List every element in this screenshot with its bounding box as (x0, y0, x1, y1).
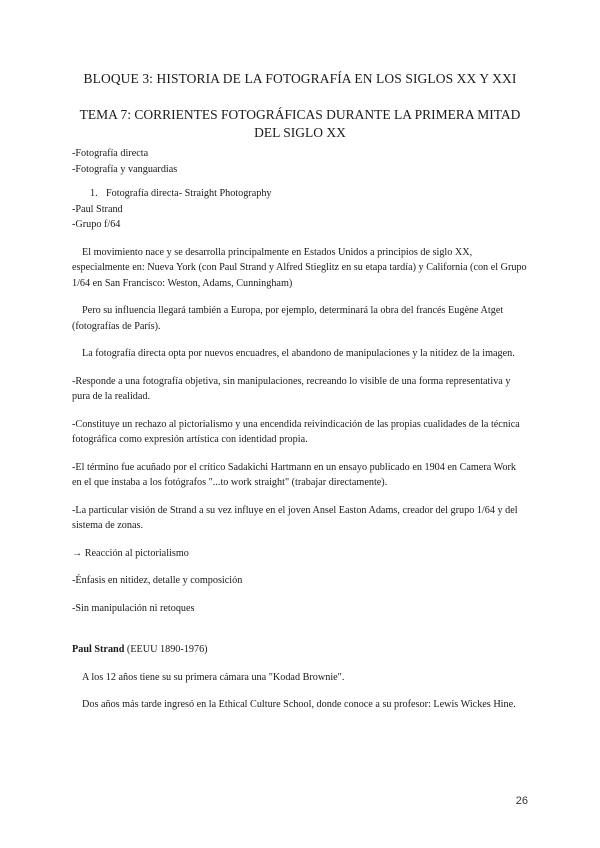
paragraph: -El término fue acuñado por el crítico Sadakichi Hartmann en un ensayo publicado en 1904 en Camera Work en el que instaba a los fotógrafos "...to work straight" (trabajar directamente). (72, 461, 516, 488)
strand-heading (72, 642, 528, 658)
section-title: Fotografía directa- Straight Photography (106, 188, 272, 199)
page-number: 26 (515, 795, 528, 807)
paragraph: El movimiento nace y se desarrolla principalmente en Estados Unidos a principios de siglo XX, especialmente en: Nueva York (con Paul Strand y Alfred Stieglitz en su etapa tardía) y California (con el Grupo 1/64 en San Francisco: Weston, Adams, Cunningham) (72, 246, 527, 289)
paragraph: -La particular visión de Strand a su vez influye en el joven Ansel Easton Adams, creador del grupo 1/64 y del sistema de zonas. (72, 504, 518, 531)
paragraph: -Responde a una fotografía objetiva, sin manipulaciones, recreando lo visible de una forma representativa y pura de la realidad. (72, 375, 511, 402)
subtopic-item: -Grupo f/64 (72, 219, 121, 230)
paragraph: A los 12 años tiene su su primera cámara una "Kodad Brownie". (82, 671, 345, 683)
paragraph: -Sin manipulación ni retoques (72, 602, 195, 614)
topic-item: -Fotografía y vanguardias (72, 163, 178, 175)
page-content (72, 70, 528, 713)
block-title: BLOQUE 3: HISTORIA DE LA FOTOGRAFÍA EN LOS SIGLOS XX Y XXI (83, 71, 517, 86)
section-number: 1. (90, 188, 98, 199)
strand-dates: (EEUU 1890-1976) (124, 644, 208, 655)
section-heading (72, 186, 528, 202)
subtopic-item: -Paul Strand (72, 203, 123, 215)
paragraph: Dos años más tarde ingresó en la Ethical Culture School, donde conoce a su profesor: Lewis Wickes Hine. (82, 699, 516, 710)
paragraph: -Constituye un rechazo al pictorialismo y una encendida reivindicación de las propias cualidades de la técnica fotográfica como expresión artística con identidad propia. (72, 418, 520, 445)
strand-name: Paul Strand (72, 644, 125, 655)
paragraph: -Énfasis en nitidez, detalle y composición (72, 575, 243, 586)
topic-title: TEMA 7: CORRIENTES FOTOGRÁFICAS DURANTE LA PRIMERA MITAD DEL SIGLO XX (79, 107, 521, 140)
paragraph: Pero su influencia llegará también a Europa, por ejemplo, determinará la obra del francés Eugène Atget (fotografías de París). (72, 305, 504, 332)
paragraph-arrow: → Reacción al pictorialismo (72, 547, 189, 559)
topic-item: -Fotografía directa (72, 148, 149, 159)
paragraph: La fotografía directa opta por nuevos encuadres, el abandono de manipulaciones y la nitidez de la imagen. (82, 348, 515, 359)
